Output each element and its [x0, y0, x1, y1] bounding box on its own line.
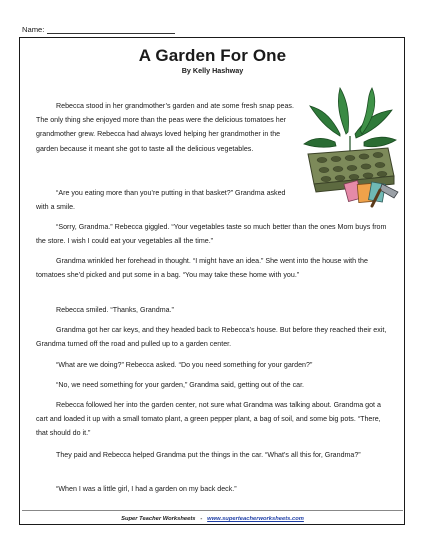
paragraph-11: “When I was a little girl, I had a garden on my back deck.”	[56, 485, 237, 493]
footer-brand: Super Teacher Worksheets	[121, 516, 196, 522]
paragraph-10: They paid and Rebecca helped Grandma put the things in the car. “What’s all this for, Grandma?”	[56, 451, 361, 459]
paragraph-1: Rebecca stood in her grandmother’s garden and ate some fresh snap peas. The only thing she enjoyed more than the peas were the delicious tomatoes her grandmother grew. Rebecca had always loved helping her grandmother in the garden because it meant she got to taste all the delicious vegetables.	[36, 102, 294, 153]
paragraph-8: “No, we need something for your garden,” Grandma said, getting out of the car.	[56, 381, 305, 389]
paragraph-2: “Are you eating more than you’re putting in that basket?” Grandma asked with a smile.	[36, 189, 286, 212]
story-title: A Garden For One	[138, 46, 287, 65]
name-row	[22, 25, 175, 34]
paragraph-7: “What are we doing?” Rebecca asked. “Do you need something for your garden?”	[56, 361, 313, 369]
seedling-tray-icon	[300, 84, 400, 209]
paragraph-4: Grandma wrinkled her forehead in thought. “I might have an idea.” She went into the house with the tomatoes she’d picked and put some in a bag. “You may take these home with you.”	[36, 257, 368, 280]
footer-url-link[interactable]: www.superteacherworksheets.com	[207, 516, 304, 522]
footer-separator: -	[200, 516, 203, 522]
paragraph-3: “Sorry, Grandma.” Rebecca giggled. “Your vegetables taste so much better than the ones Mom buys from the store. I wish I could eat your vegetables all the time.”	[36, 223, 387, 246]
name-label: Name:	[22, 25, 45, 34]
name-field-line[interactable]	[47, 25, 175, 34]
paragraph-5: Rebecca smiled. “Thanks, Grandma.”	[56, 306, 174, 314]
footer	[0, 516, 425, 522]
paragraph-6: Grandma got her car keys, and they headed back to Rebecca’s house. But before they reached their exit, Grandma turned off the road and pulled up to a garden center.	[36, 326, 387, 349]
story-byline: By Kelly Hashway	[181, 66, 244, 75]
paragraph-9: Rebecca followed her into the garden center, not sure what Grandma was talking about. Grandma got a cart and loaded it up with a small tomato plant, a green pepper plant, a bag of soil, and some big pots. “There, that should do it.”	[36, 401, 381, 438]
leaf-icon	[304, 88, 396, 154]
footer-divider	[22, 510, 403, 511]
